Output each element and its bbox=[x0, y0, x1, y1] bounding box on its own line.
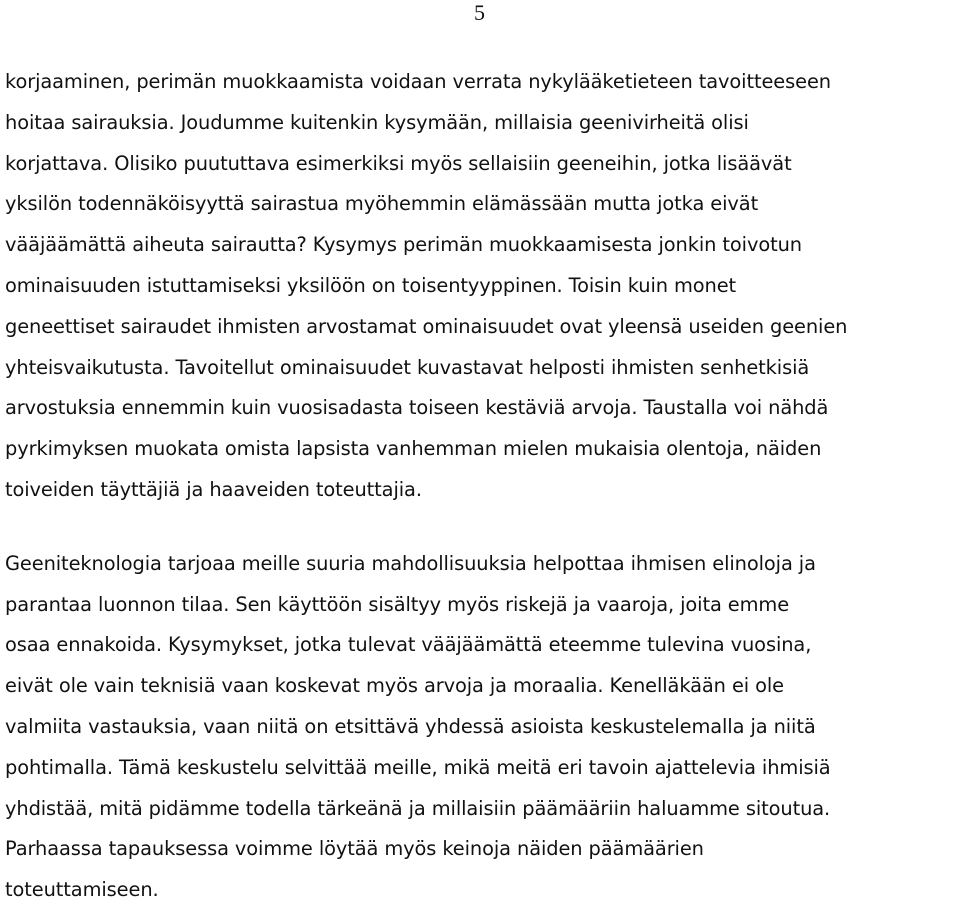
text-line: yhdistää, mitä pidämme todella tärkeänä ja millaisiin päämääriin haluamme sitoutua. bbox=[5, 796, 831, 820]
text-line: ominaisuuden istuttamiseksi yksilöön on toisentyyppinen. Toisin kuin monet bbox=[5, 273, 737, 297]
paragraph bbox=[5, 544, 960, 911]
text-line: yhteisvaikutusta. Tavoitellut ominaisuudet kuvastavat helposti ihmisten senhetkisiä bbox=[5, 355, 810, 379]
text-line: arvostuksia ennemmin kuin vuosisadasta toiseen kestäviä arvoja. Taustalla voi nähdä bbox=[5, 396, 829, 420]
text-line: toiveiden täyttäjiä ja haaveiden toteuttajia. bbox=[5, 477, 422, 501]
text-line: toteuttamiseen. bbox=[5, 878, 159, 902]
text-line: hoitaa sairauksia. Joudumme kuitenkin kysymään, millaisia geenivirheitä olisi bbox=[5, 110, 749, 134]
text-line: Geeniteknologia tarjoaa meille suuria mahdollisuuksia helpottaa ihmisen elinoloja ja bbox=[5, 551, 816, 575]
text-line: pohtimalla. Tämä keskustelu selvittää meille, mikä meitä eri tavoin ajattelevia ihmisiä bbox=[5, 755, 831, 779]
text-line: geneettiset sairaudet ihmisten arvostamat ominaisuudet ovat yleensä useiden geenien bbox=[5, 314, 848, 338]
page-number: 5 bbox=[474, 0, 485, 25]
text-line: yksilön todennäköisyyttä sairastua myöhemmin elämässään mutta jotka eivät bbox=[5, 192, 759, 216]
text-line: vääjäämättä aiheuta sairautta? Kysymys perimän muokkaamisesta jonkin toivotun bbox=[5, 233, 802, 257]
text-line: korjattava. Olisiko puututtava esimerkiksi myös sellaisiin geeneihin, jotka lisäävät bbox=[5, 151, 792, 175]
document-body bbox=[5, 62, 960, 911]
text-line: osaa ennakoida. Kysymykset, jotka tulevat vääjäämättä eteemme tulevina vuosina, bbox=[5, 633, 812, 657]
text-line: parantaa luonnon tilaa. Sen käyttöön sisältyy myös riskejä ja vaaroja, joita emme bbox=[5, 592, 790, 616]
text-line: pyrkimyksen muokata omista lapsista vanhemman mielen mukaisia olentoja, näiden bbox=[5, 437, 822, 461]
text-line: valmiita vastauksia, vaan niitä on etsittävä yhdessä asioista keskustelemalla ja niitä bbox=[5, 714, 816, 738]
text-line: eivät ole vain teknisiä vaan koskevat myös arvoja ja moraalia. Kenelläkään ei ole bbox=[5, 674, 785, 698]
text-line: Parhaassa tapauksessa voimme löytää myös keinoja näiden päämäärien bbox=[5, 837, 704, 861]
paragraph bbox=[5, 62, 960, 511]
text-line: korjaaminen, perimän muokkaamista voidaan verrata nykylääketieteen tavoitteeseen bbox=[5, 70, 831, 93]
